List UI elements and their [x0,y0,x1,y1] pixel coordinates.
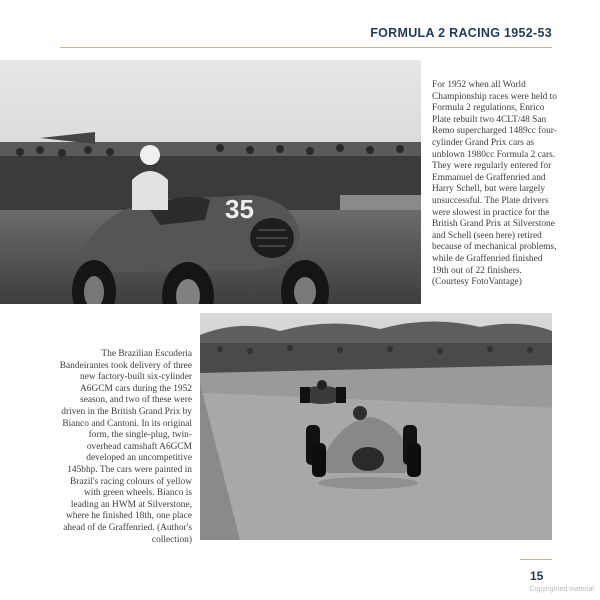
page-header-title: FORMULA 2 RACING 1952-53 [370,26,552,40]
header-divider [60,47,552,48]
copyright-watermark: Copyrighted material [529,586,594,593]
racing-car-photo-top [0,60,421,304]
svg-text:35: 35 [225,194,254,224]
photo-bottom-caption: The Brazilian Escuderia Bandeirantes took delivery of three new factory-built six-cylinder A6GCM cars during the 1952 season, and two of these were driven in the British Grand Prix by Bianco and Cantoni. In its original form, the single-plug, twin-overhead camshaft A6GCM developed an uncompetitive 145bhp. The cars were painted in Brazil's racing colours of yellow with green wheels. Bianco is leading an HWM at Silverstone, where he finished 18th, one place ahead of de Graffenried. (Author's collection) [59,349,192,545]
racing-car-photo-bottom [200,313,552,540]
page-number: 15 [530,569,544,583]
photo-top-image [0,60,421,304]
photo-top-caption: For 1952 when all World Championship races were held to Formula 2 regulations, Enrico Plate rebuilt two 4CLT/48 San Remo supercharged 1489cc four-cylinder Grand Prix cars as unblown 1980cc Formula 2 cars. They were regularly entered for Emmanuel de Graffenried and Harry Schell, but were largely unsuccessful. The Plate drivers were slowest in practice for the British Grand Prix at Silverstone and Schell (seen here) retired because of mechanical problems, while de Graffenried finished 19th out of 22 finishers. (Courtesy FotoVantage) [432,80,557,288]
photo-bottom-image [200,313,552,540]
footer-divider [520,559,552,560]
